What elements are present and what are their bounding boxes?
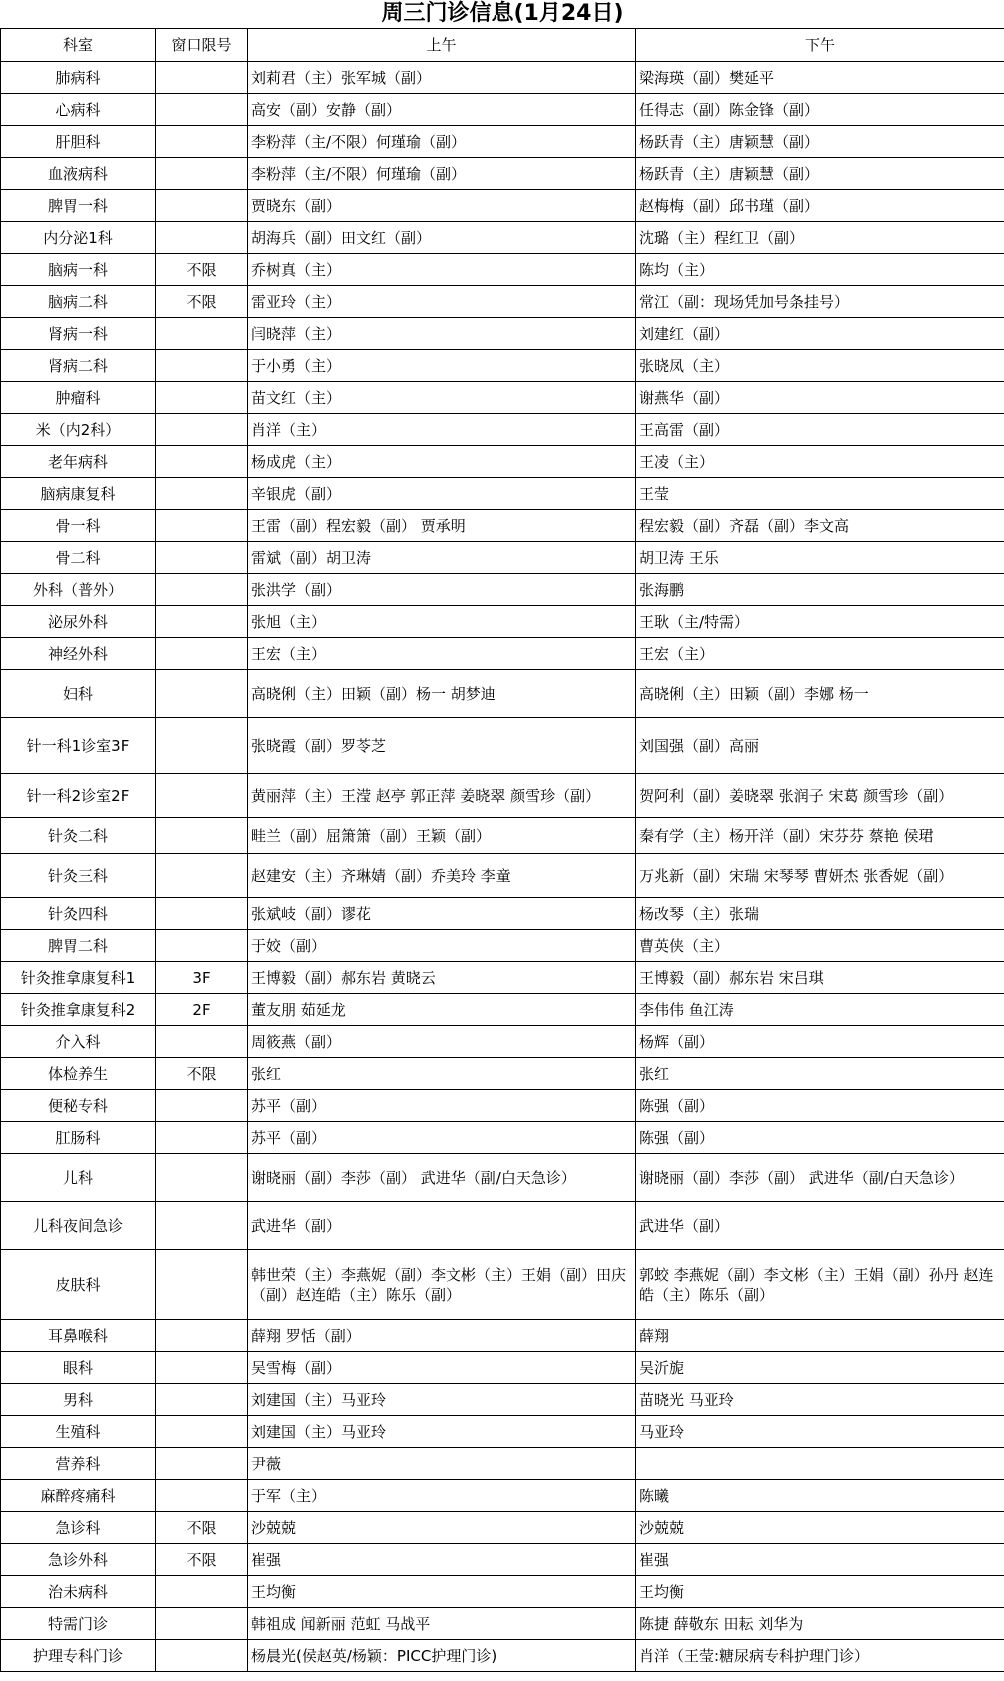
- afternoon-cell: 任得志（副）陈金锋（副）: [636, 94, 1004, 126]
- window-limit-cell: [156, 854, 248, 898]
- afternoon-cell: 张晓凤（主）: [636, 350, 1004, 382]
- afternoon-cell: 万兆新（副）宋瑞 宋琴琴 曹妍杰 张香妮（副）: [636, 854, 1004, 898]
- table-row: [1, 670, 1004, 718]
- table-row: [1, 994, 1004, 1026]
- morning-cell: 韩祖成 闻新丽 范虹 马战平: [248, 1608, 636, 1640]
- morning-cell: 张晓霞（副）罗苓芝: [248, 718, 636, 774]
- table-row: [1, 818, 1004, 854]
- dept-cell: 肾病一科: [1, 318, 156, 350]
- header-row: [1, 29, 1004, 62]
- header-window-limit: 窗口限号: [156, 29, 248, 62]
- table-row: [1, 574, 1004, 606]
- afternoon-cell: 肖洋（王莹:糖尿病专科护理门诊）: [636, 1640, 1004, 1672]
- morning-cell: 胡海兵（副）田文红（副）: [248, 222, 636, 254]
- dept-cell: 男科: [1, 1384, 156, 1416]
- window-limit-cell: [156, 1640, 248, 1672]
- morning-cell: 杨晨光(侯赵英/杨颖：PICC护理门诊): [248, 1640, 636, 1672]
- afternoon-cell: 谢燕华（副）: [636, 382, 1004, 414]
- dept-cell: 眼科: [1, 1352, 156, 1384]
- morning-cell: 尹薇: [248, 1448, 636, 1480]
- morning-cell: 畦兰（副）屈箫箫（副）王颖（副）: [248, 818, 636, 854]
- morning-cell: 崔强: [248, 1544, 636, 1576]
- window-limit-cell: [156, 1480, 248, 1512]
- table-row: [1, 1058, 1004, 1090]
- page-title: 周三门诊信息(1月24日): [1, 0, 1004, 29]
- table-row: [1, 478, 1004, 510]
- window-limit-cell: 不限: [156, 1058, 248, 1090]
- window-limit-cell: [156, 94, 248, 126]
- window-limit-cell: [156, 1202, 248, 1250]
- window-limit-cell: [156, 1090, 248, 1122]
- dept-cell: 肺病科: [1, 62, 156, 94]
- dept-cell: 米（内2科）: [1, 414, 156, 446]
- dept-cell: 耳鼻喉科: [1, 1320, 156, 1352]
- afternoon-cell: 马亚玲: [636, 1416, 1004, 1448]
- afternoon-cell: 谢晓丽（副）李莎（副） 武进华（副/白天急诊）: [636, 1154, 1004, 1202]
- window-limit-cell: [156, 1250, 248, 1320]
- morning-cell: 苏平（副）: [248, 1122, 636, 1154]
- table-row: [1, 1026, 1004, 1058]
- morning-cell: 刘莉君（主）张军城（副）: [248, 62, 636, 94]
- dept-cell: 急诊外科: [1, 1544, 156, 1576]
- window-limit-cell: [156, 446, 248, 478]
- dept-cell: 针灸推拿康复科1: [1, 962, 156, 994]
- dept-cell: 针灸四科: [1, 898, 156, 930]
- table-row: [1, 62, 1004, 94]
- morning-cell: 张红: [248, 1058, 636, 1090]
- dept-cell: 神经外科: [1, 638, 156, 670]
- dept-cell: 心病科: [1, 94, 156, 126]
- afternoon-cell: 李伟伟 鱼江涛: [636, 994, 1004, 1026]
- table-row: [1, 854, 1004, 898]
- table-row: [1, 1250, 1004, 1320]
- afternoon-cell: 梁海瑛（副）樊延平: [636, 62, 1004, 94]
- window-limit-cell: [156, 818, 248, 854]
- table-row: [1, 606, 1004, 638]
- dept-cell: 营养科: [1, 1448, 156, 1480]
- table-row: [1, 774, 1004, 818]
- header-afternoon: 下午: [636, 29, 1004, 62]
- table-row: [1, 254, 1004, 286]
- window-limit-cell: [156, 510, 248, 542]
- afternoon-cell: 崔强: [636, 1544, 1004, 1576]
- morning-cell: 王雷（副）程宏毅（副） 贾承明: [248, 510, 636, 542]
- window-limit-cell: [156, 670, 248, 718]
- table-row: [1, 382, 1004, 414]
- afternoon-cell: 刘国强（副）高丽: [636, 718, 1004, 774]
- afternoon-cell: 王高雷（副）: [636, 414, 1004, 446]
- dept-cell: 便秘专科: [1, 1090, 156, 1122]
- morning-cell: 张旭（主）: [248, 606, 636, 638]
- dept-cell: 儿科夜间急诊: [1, 1202, 156, 1250]
- morning-cell: 韩世荣（主）李燕妮（副）李文彬（主）王娟（副）田庆（副）赵连皓（主）陈乐（副）: [248, 1250, 636, 1320]
- window-limit-cell: [156, 1320, 248, 1352]
- table-row: [1, 286, 1004, 318]
- table-row: [1, 1352, 1004, 1384]
- dept-cell: 外科（普外）: [1, 574, 156, 606]
- dept-cell: 体检养生: [1, 1058, 156, 1090]
- dept-cell: 老年病科: [1, 446, 156, 478]
- table-row: [1, 638, 1004, 670]
- dept-cell: 治未病科: [1, 1576, 156, 1608]
- afternoon-cell: 武进华（副）: [636, 1202, 1004, 1250]
- morning-cell: 李粉萍（主/不限）何瑾瑜（副）: [248, 126, 636, 158]
- morning-cell: 于军（主）: [248, 1480, 636, 1512]
- table-row: [1, 126, 1004, 158]
- window-limit-cell: 不限: [156, 254, 248, 286]
- morning-cell: 杨成虎（主）: [248, 446, 636, 478]
- dept-cell: 针灸三科: [1, 854, 156, 898]
- morning-cell: 王宏（主）: [248, 638, 636, 670]
- window-limit-cell: [156, 1352, 248, 1384]
- window-limit-cell: [156, 638, 248, 670]
- afternoon-cell: 高晓俐（主）田颖（副）李娜 杨一: [636, 670, 1004, 718]
- table-row: [1, 1608, 1004, 1640]
- morning-cell: 薛翔 罗恬（副）: [248, 1320, 636, 1352]
- table-row: [1, 1544, 1004, 1576]
- afternoon-cell: 张海鹏: [636, 574, 1004, 606]
- morning-cell: 雷斌（副）胡卫涛: [248, 542, 636, 574]
- table-row: [1, 94, 1004, 126]
- table-row: [1, 718, 1004, 774]
- table-row: [1, 1480, 1004, 1512]
- morning-cell: 雷亚玲（主）: [248, 286, 636, 318]
- dept-cell: 肛肠科: [1, 1122, 156, 1154]
- morning-cell: 董友朋 茹延龙: [248, 994, 636, 1026]
- dept-cell: 针一科1诊室3F: [1, 718, 156, 774]
- afternoon-cell: 王凌（主）: [636, 446, 1004, 478]
- window-limit-cell: [156, 930, 248, 962]
- window-limit-cell: [156, 606, 248, 638]
- table-row: [1, 930, 1004, 962]
- window-limit-cell: [156, 1416, 248, 1448]
- table-row: [1, 542, 1004, 574]
- window-limit-cell: [156, 1026, 248, 1058]
- morning-cell: 王博毅（副）郝东岩 黄晓云: [248, 962, 636, 994]
- afternoon-cell: 吴沂旎: [636, 1352, 1004, 1384]
- window-limit-cell: [156, 718, 248, 774]
- dept-cell: 特需门诊: [1, 1608, 156, 1640]
- afternoon-cell: 赵梅梅（副）邱书瑾（副）: [636, 190, 1004, 222]
- afternoon-cell: 刘建红（副）: [636, 318, 1004, 350]
- dept-cell: 介入科: [1, 1026, 156, 1058]
- afternoon-cell: 王莹: [636, 478, 1004, 510]
- dept-cell: 肿瘤科: [1, 382, 156, 414]
- dept-cell: 脾胃一科: [1, 190, 156, 222]
- afternoon-cell: 王耿（主/特需）: [636, 606, 1004, 638]
- window-limit-cell: [156, 542, 248, 574]
- table-row: [1, 1320, 1004, 1352]
- table-row: [1, 962, 1004, 994]
- table-row: [1, 898, 1004, 930]
- afternoon-cell: 王博毅（副）郝东岩 宋吕琪: [636, 962, 1004, 994]
- dept-cell: 脑病康复科: [1, 478, 156, 510]
- dept-cell: 骨二科: [1, 542, 156, 574]
- afternoon-cell: 胡卫涛 王乐: [636, 542, 1004, 574]
- morning-cell: 吴雪梅（副）: [248, 1352, 636, 1384]
- window-limit-cell: 不限: [156, 1544, 248, 1576]
- window-limit-cell: [156, 222, 248, 254]
- dept-cell: 护理专科门诊: [1, 1640, 156, 1672]
- morning-cell: 乔树真（主）: [248, 254, 636, 286]
- window-limit-cell: [156, 1448, 248, 1480]
- dept-cell: 急诊科: [1, 1512, 156, 1544]
- table-row: [1, 1416, 1004, 1448]
- morning-cell: 苗文红（主）: [248, 382, 636, 414]
- table-row: [1, 318, 1004, 350]
- afternoon-cell: 王宏（主）: [636, 638, 1004, 670]
- window-limit-cell: [156, 898, 248, 930]
- dept-cell: 针一科2诊室2F: [1, 774, 156, 818]
- morning-cell: 黄丽萍（主）王滢 赵亭 郭正萍 姜晓翠 颜雪珍（副）: [248, 774, 636, 818]
- table-row: [1, 414, 1004, 446]
- morning-cell: 王均衡: [248, 1576, 636, 1608]
- window-limit-cell: [156, 1576, 248, 1608]
- afternoon-cell: [636, 1448, 1004, 1480]
- dept-cell: 脑病二科: [1, 286, 156, 318]
- table-row: [1, 1576, 1004, 1608]
- morning-cell: 谢晓丽（副）李莎（副） 武进华（副/白天急诊）: [248, 1154, 636, 1202]
- table-row: [1, 1202, 1004, 1250]
- table-row: [1, 222, 1004, 254]
- table-row: [1, 510, 1004, 542]
- window-limit-cell: [156, 574, 248, 606]
- afternoon-cell: 沙兢兢: [636, 1512, 1004, 1544]
- afternoon-cell: 杨改琴（主）张瑞: [636, 898, 1004, 930]
- afternoon-cell: 杨辉（副）: [636, 1026, 1004, 1058]
- afternoon-cell: 杨跃青（主）唐颖慧（副）: [636, 126, 1004, 158]
- morning-cell: 张斌岐（副）谬花: [248, 898, 636, 930]
- morning-cell: 肖洋（主）: [248, 414, 636, 446]
- morning-cell: 刘建国（主）马亚玲: [248, 1416, 636, 1448]
- dept-cell: 脾胃二科: [1, 930, 156, 962]
- morning-cell: 沙兢兢: [248, 1512, 636, 1544]
- afternoon-cell: 曹英侠（主）: [636, 930, 1004, 962]
- dept-cell: 血液病科: [1, 158, 156, 190]
- window-limit-cell: 不限: [156, 286, 248, 318]
- dept-cell: 肝胆科: [1, 126, 156, 158]
- afternoon-cell: 常江（副：现场凭加号条挂号）: [636, 286, 1004, 318]
- dept-cell: 针灸二科: [1, 818, 156, 854]
- afternoon-cell: 陈强（副）: [636, 1122, 1004, 1154]
- window-limit-cell: [156, 1122, 248, 1154]
- table-row: [1, 446, 1004, 478]
- dept-cell: 针灸推拿康复科2: [1, 994, 156, 1026]
- table-row: [1, 190, 1004, 222]
- window-limit-cell: 不限: [156, 1512, 248, 1544]
- dept-cell: 儿科: [1, 1154, 156, 1202]
- window-limit-cell: [156, 478, 248, 510]
- window-limit-cell: [156, 350, 248, 382]
- afternoon-cell: 贺阿利（副）姜晓翠 张润子 宋葛 颜雪珍（副）: [636, 774, 1004, 818]
- dept-cell: 麻醉疼痛科: [1, 1480, 156, 1512]
- morning-cell: 贾晓东（副）: [248, 190, 636, 222]
- morning-cell: 高安（副）安静（副）: [248, 94, 636, 126]
- dept-cell: 妇科: [1, 670, 156, 718]
- dept-cell: 生殖科: [1, 1416, 156, 1448]
- afternoon-cell: 沈璐（主）程红卫（副）: [636, 222, 1004, 254]
- table-row: [1, 1122, 1004, 1154]
- table-row: [1, 1640, 1004, 1672]
- morning-cell: 辛银虎（副）: [248, 478, 636, 510]
- table-row: [1, 1154, 1004, 1202]
- window-limit-cell: [156, 382, 248, 414]
- morning-cell: 刘建国（主）马亚玲: [248, 1384, 636, 1416]
- window-limit-cell: 3F: [156, 962, 248, 994]
- window-limit-cell: [156, 190, 248, 222]
- afternoon-cell: 王均衡: [636, 1576, 1004, 1608]
- dept-cell: 脑病一科: [1, 254, 156, 286]
- afternoon-cell: 杨跃青（主）唐颖慧（副）: [636, 158, 1004, 190]
- schedule-body: [1, 62, 1004, 1672]
- afternoon-cell: 薛翔: [636, 1320, 1004, 1352]
- morning-cell: 赵建安（主）齐琳婧（副）乔美玲 李童: [248, 854, 636, 898]
- dept-cell: 泌尿外科: [1, 606, 156, 638]
- morning-cell: 于姣（副）: [248, 930, 636, 962]
- window-limit-cell: [156, 126, 248, 158]
- afternoon-cell: 苗晓光 马亚玲: [636, 1384, 1004, 1416]
- window-limit-cell: 2F: [156, 994, 248, 1026]
- dept-cell: 内分泌1科: [1, 222, 156, 254]
- morning-cell: 周筱燕（副）: [248, 1026, 636, 1058]
- window-limit-cell: [156, 318, 248, 350]
- morning-cell: 武进华（副）: [248, 1202, 636, 1250]
- afternoon-cell: 陈捷 薛敬东 田耘 刘华为: [636, 1608, 1004, 1640]
- title-row: [1, 0, 1004, 29]
- table-row: [1, 1384, 1004, 1416]
- window-limit-cell: [156, 1608, 248, 1640]
- afternoon-cell: 郭蛟 李燕妮（副）李文彬（主）王娟（副）孙丹 赵连皓（主）陈乐（副）: [636, 1250, 1004, 1320]
- window-limit-cell: [156, 414, 248, 446]
- window-limit-cell: [156, 774, 248, 818]
- morning-cell: 高晓俐（主）田颖（副）杨一 胡梦迪: [248, 670, 636, 718]
- table-row: [1, 350, 1004, 382]
- afternoon-cell: 陈均（主）: [636, 254, 1004, 286]
- table-row: [1, 158, 1004, 190]
- afternoon-cell: 张红: [636, 1058, 1004, 1090]
- window-limit-cell: [156, 62, 248, 94]
- afternoon-cell: 程宏毅（副）齐磊（副）李文高: [636, 510, 1004, 542]
- morning-cell: 苏平（副）: [248, 1090, 636, 1122]
- window-limit-cell: [156, 1384, 248, 1416]
- table-row: [1, 1090, 1004, 1122]
- window-limit-cell: [156, 158, 248, 190]
- morning-cell: 李粉萍（主/不限）何瑾瑜（副）: [248, 158, 636, 190]
- header-dept: 科室: [1, 29, 156, 62]
- dept-cell: 骨一科: [1, 510, 156, 542]
- table-row: [1, 1448, 1004, 1480]
- table-row: [1, 1512, 1004, 1544]
- header-morning: 上午: [248, 29, 636, 62]
- afternoon-cell: 陈强（副）: [636, 1090, 1004, 1122]
- morning-cell: 于小勇（主）: [248, 350, 636, 382]
- afternoon-cell: 陈曦: [636, 1480, 1004, 1512]
- morning-cell: 张洪学（副）: [248, 574, 636, 606]
- dept-cell: 皮肤科: [1, 1250, 156, 1320]
- window-limit-cell: [156, 1154, 248, 1202]
- dept-cell: 肾病二科: [1, 350, 156, 382]
- afternoon-cell: 秦有学（主）杨开洋（副）宋芬芬 蔡艳 侯珺: [636, 818, 1004, 854]
- morning-cell: 闫晓萍（主）: [248, 318, 636, 350]
